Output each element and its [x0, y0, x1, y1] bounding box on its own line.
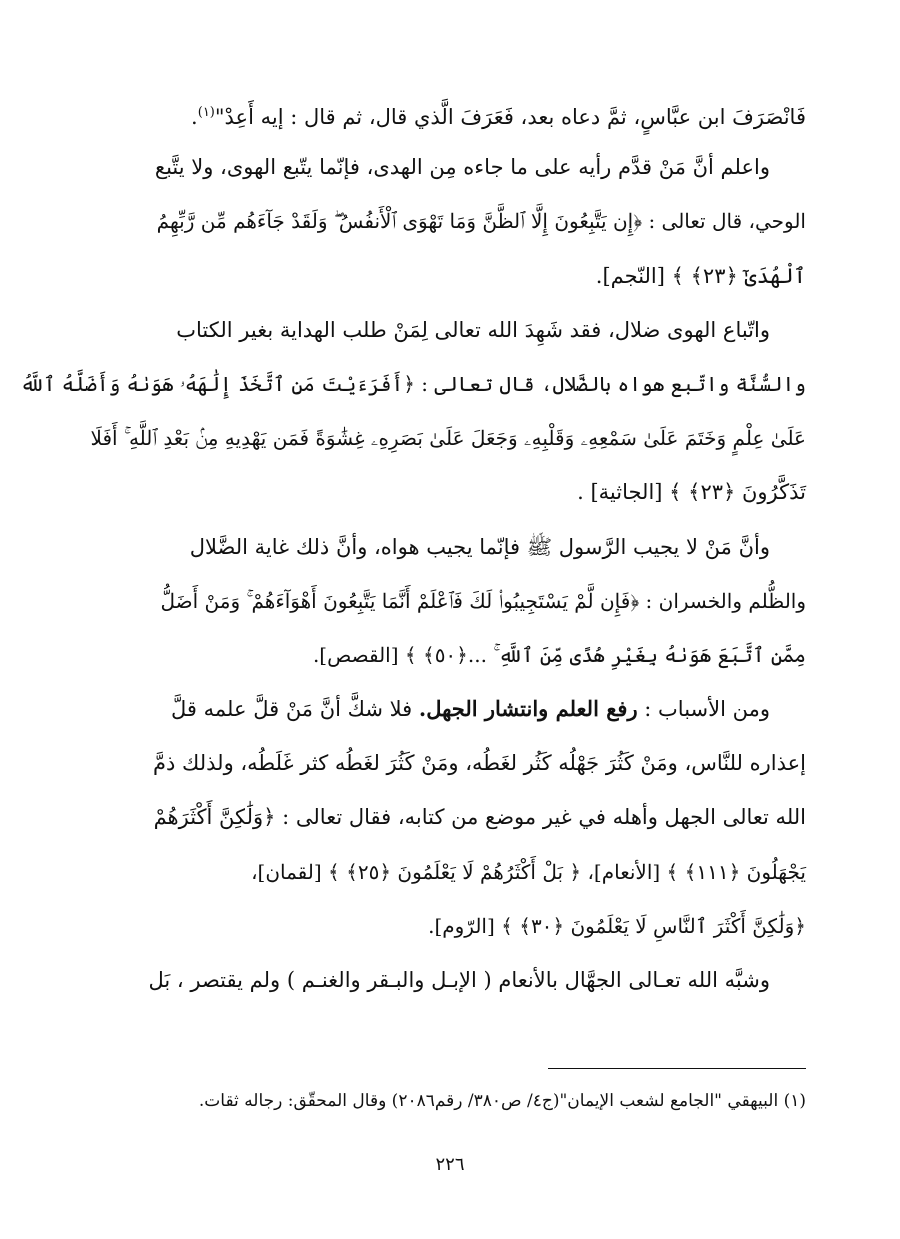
text-line-16: ﴿وَلَٰكِنَّ أَكْثَرَ ٱلنَّاسِ لَا يَعْلَمُونَ ﴿٣٠﴾ ﴾ [الرّوم]. [428, 913, 806, 938]
text-line-10: والظُّلم والخسران : ﴿فَإِن لَّمْ يَسْتَجِيبُوا۟ لَكَ فَٱعْلَمْ أَنَّمَا يَتَّبِعُونَ أَهْوَآءَهُمْ ۚ وَمَنْ أَضَلُّ [160, 588, 806, 613]
text-line-6: والسُّنَّة واتّبع هواه بالضَّلال، قال تعالى : ﴿أَفَرَءَيْتَ مَنِ ٱتَّخَذَ إِلَٰهَهُۥ هَوَىٰهُ وَأَضَلَّهُ ٱللَّهُ [20, 371, 806, 396]
text-line-17: وشبَّه الله تعـالى الجهَّال بالأنعام ( الإبـل والبـقر والغنـم ) ولم يقتصر ، بَل [148, 968, 770, 992]
text-line-5: واتّباع الهوى ضلال، فقد شَهِدَ الله تعالى لِمَنْ طلب الهداية بغير الكتاب [176, 317, 770, 342]
text-line-14: الله تعالى الجهل وأهله في غير موضع من كتابه، فقال تعالى : ﴿وَلَٰكِنَّ أَكْثَرَهُمْ [153, 805, 806, 830]
text-line-11: مِمَّنِ ٱتَّبَعَ هَوَىٰهُ بِغَيْرِ هُدًى مِّنَ ٱللَّهِ ۚ ...﴿٥٠﴾ ﴾ [القصص]. [312, 642, 806, 667]
footnote-divider [548, 1068, 806, 1069]
footnote: (١) البيهقي "الجامع لشعب الإيمان"(ج٤/ ص٣٨٠/ رقم٢٠٨٦) وقال المحقّق: رجاله ثقات. [198, 1091, 806, 1111]
text-line-1: فَانْصَرَفَ ابن عبَّاسٍ، ثمَّ دعاه بعد، فَعَرَفَ الَّذي قال، ثم قال : إيه أَعِدْ"$^{(١)}$. [191, 105, 806, 129]
text-line-15: يَجْهَلُونَ ﴿١١١﴾ ﴾ [الأنعام]، ﴿ بَلْ أَكْثَرُهُمْ لَا يَعْلَمُونَ ﴿٢٥﴾ ﴾ [لقمان]، [251, 859, 806, 884]
main-text [20, 95, 806, 1016]
text-line-13: إعذاره للنَّاس، ومَنْ كَثُرَ جَهْلُه كَثُر لغَطُه، ومَنْ كَثُرَ لغَطُه كثر غَلَطُه، ولذلك ذمَّ [153, 751, 806, 776]
text-line-4: ٱلْهُدَىٰٓ ﴿٢٣﴾ ﴾ [النّجم]. [595, 263, 806, 288]
footnote-marker: (١) [197, 105, 215, 120]
page-number: ٢٢٦ [435, 1154, 465, 1175]
bold-phrase: رفع العلم وانتشار الجهل. [418, 696, 638, 722]
text-line-12: ومن الأسباب : رفع العلم وانتشار الجهل. فلا شكَّ أنَّ مَنْ قلَّ علمه قلَّ [171, 696, 770, 722]
text-line-8: تَذَكَّرُونَ ﴿٢٣﴾ ﴾ [الجاثية] . [577, 480, 806, 505]
text-line-9: وأنَّ مَنْ لا يجيب الرَّسول ﷺ فإنّما يجيب هواه، وأنَّ ذلك غاية الضَّلال [189, 534, 770, 559]
text-line-3: الوحي، قال تعالى : ﴿إِن يَتَّبِعُونَ إِلَّا ٱلظَّنَّ وَمَا تَهْوَى ٱلْأَنفُسُ ۖ وَلَقَدْ جَآءَهُم مِّن رَّبِّهِمُ [156, 209, 806, 234]
text-line-7: عَلَىٰ عِلْمٍ وَخَتَمَ عَلَىٰ سَمْعِهِۦ وَقَلْبِهِۦ وَجَعَلَ عَلَىٰ بَصَرِهِۦ غِشَٰوَةً فَمَن يَهْدِيهِ مِنۢ بَعْدِ ٱللَّهِ ۚ أَفَلَا [90, 426, 806, 451]
text-line-2: واعلم أنَّ مَنْ قدَّم رأيه على ما جاءه مِن الهدى، فإنّما يتّبع الهوى، ولا يتَّبع [154, 155, 770, 180]
